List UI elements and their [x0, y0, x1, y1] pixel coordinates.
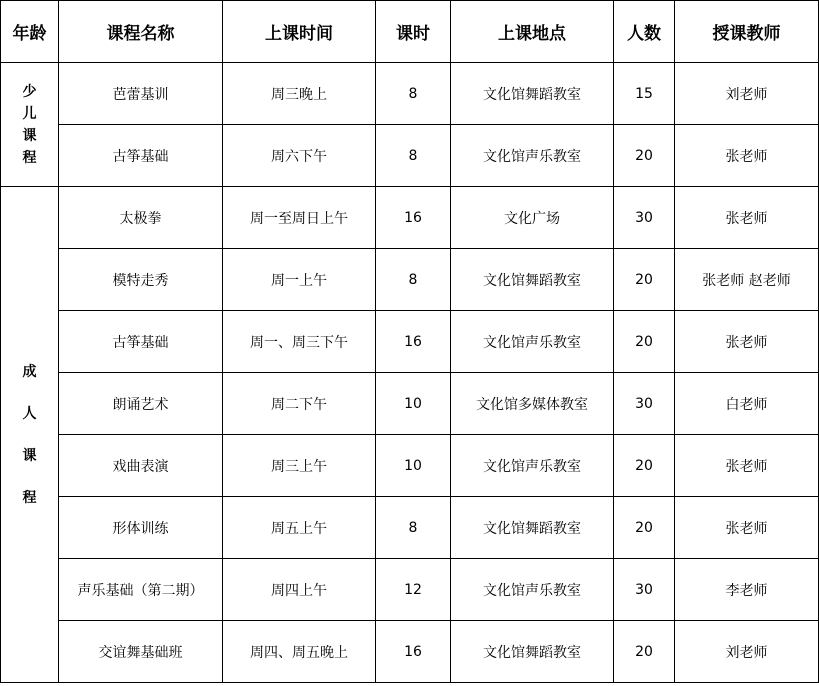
header-age: 年龄 — [1, 1, 59, 63]
header-course-name: 课程名称 — [59, 1, 223, 63]
header-teacher: 授课教师 — [675, 1, 819, 63]
cell-teacher: 白老师 — [675, 373, 819, 435]
cell-teacher: 张老师 — [675, 435, 819, 497]
table-row — [1, 125, 819, 187]
cell-location: 文化馆多媒体教室 — [451, 373, 614, 435]
cell-time: 周六下午 — [223, 125, 376, 187]
cell-location: 文化馆声乐教室 — [451, 125, 614, 187]
cell-hours: 8 — [376, 63, 451, 125]
group-label-text: 少儿课程 — [22, 83, 37, 166]
table-row — [1, 63, 819, 125]
table-row — [1, 249, 819, 311]
cell-hours: 16 — [376, 311, 451, 373]
table-row — [1, 621, 819, 683]
cell-count: 30 — [614, 187, 675, 249]
table-row — [1, 559, 819, 621]
cell-hours: 8 — [376, 125, 451, 187]
cell-teacher: 张老师 赵老师 — [675, 249, 819, 311]
cell-count: 30 — [614, 373, 675, 435]
cell-time: 周一上午 — [223, 249, 376, 311]
header-location: 上课地点 — [451, 1, 614, 63]
cell-hours: 8 — [376, 497, 451, 559]
header-row — [1, 1, 819, 63]
cell-teacher: 张老师 — [675, 187, 819, 249]
cell-count: 20 — [614, 125, 675, 187]
cell-teacher: 张老师 — [675, 311, 819, 373]
cell-hours: 10 — [376, 373, 451, 435]
cell-course: 交谊舞基础班 — [59, 621, 223, 683]
group-label-children — [1, 63, 59, 187]
cell-time: 周五上午 — [223, 497, 376, 559]
cell-course: 古筝基础 — [59, 311, 223, 373]
cell-count: 15 — [614, 63, 675, 125]
cell-count: 20 — [614, 435, 675, 497]
cell-hours: 8 — [376, 249, 451, 311]
cell-count: 20 — [614, 621, 675, 683]
cell-location: 文化馆舞蹈教室 — [451, 63, 614, 125]
table-row — [1, 311, 819, 373]
cell-time: 周四、周五晚上 — [223, 621, 376, 683]
cell-time: 周三上午 — [223, 435, 376, 497]
cell-hours: 12 — [376, 559, 451, 621]
cell-hours: 16 — [376, 187, 451, 249]
cell-time: 周三晚上 — [223, 63, 376, 125]
table-row — [1, 435, 819, 497]
table-row — [1, 187, 819, 249]
cell-location: 文化馆舞蹈教室 — [451, 621, 614, 683]
cell-count: 20 — [614, 311, 675, 373]
cell-course: 朗诵艺术 — [59, 373, 223, 435]
cell-teacher: 张老师 — [675, 125, 819, 187]
cell-teacher: 李老师 — [675, 559, 819, 621]
cell-time: 周二下午 — [223, 373, 376, 435]
header-class-hours: 课时 — [376, 1, 451, 63]
table-row — [1, 497, 819, 559]
header-student-count: 人数 — [614, 1, 675, 63]
cell-teacher: 张老师 — [675, 497, 819, 559]
cell-time: 周四上午 — [223, 559, 376, 621]
cell-location: 文化馆舞蹈教室 — [451, 497, 614, 559]
cell-location: 文化广场 — [451, 187, 614, 249]
cell-time: 周一、周三下午 — [223, 311, 376, 373]
cell-course: 声乐基础（第二期） — [59, 559, 223, 621]
cell-count: 20 — [614, 249, 675, 311]
table-row — [1, 373, 819, 435]
cell-location: 文化馆声乐教室 — [451, 311, 614, 373]
cell-teacher: 刘老师 — [675, 621, 819, 683]
cell-course: 芭蕾基训 — [59, 63, 223, 125]
cell-location: 文化馆声乐教室 — [451, 559, 614, 621]
cell-course: 古筝基础 — [59, 125, 223, 187]
group-label-text: 成人课程 — [22, 363, 37, 506]
cell-course: 形体训练 — [59, 497, 223, 559]
cell-course: 戏曲表演 — [59, 435, 223, 497]
cell-course: 太极拳 — [59, 187, 223, 249]
cell-count: 20 — [614, 497, 675, 559]
cell-course: 模特走秀 — [59, 249, 223, 311]
header-class-time: 上课时间 — [223, 1, 376, 63]
cell-count: 30 — [614, 559, 675, 621]
group-label-adult — [1, 187, 59, 683]
cell-location: 文化馆舞蹈教室 — [451, 249, 614, 311]
cell-location: 文化馆声乐教室 — [451, 435, 614, 497]
cell-hours: 10 — [376, 435, 451, 497]
cell-teacher: 刘老师 — [675, 63, 819, 125]
cell-hours: 16 — [376, 621, 451, 683]
cell-time: 周一至周日上午 — [223, 187, 376, 249]
